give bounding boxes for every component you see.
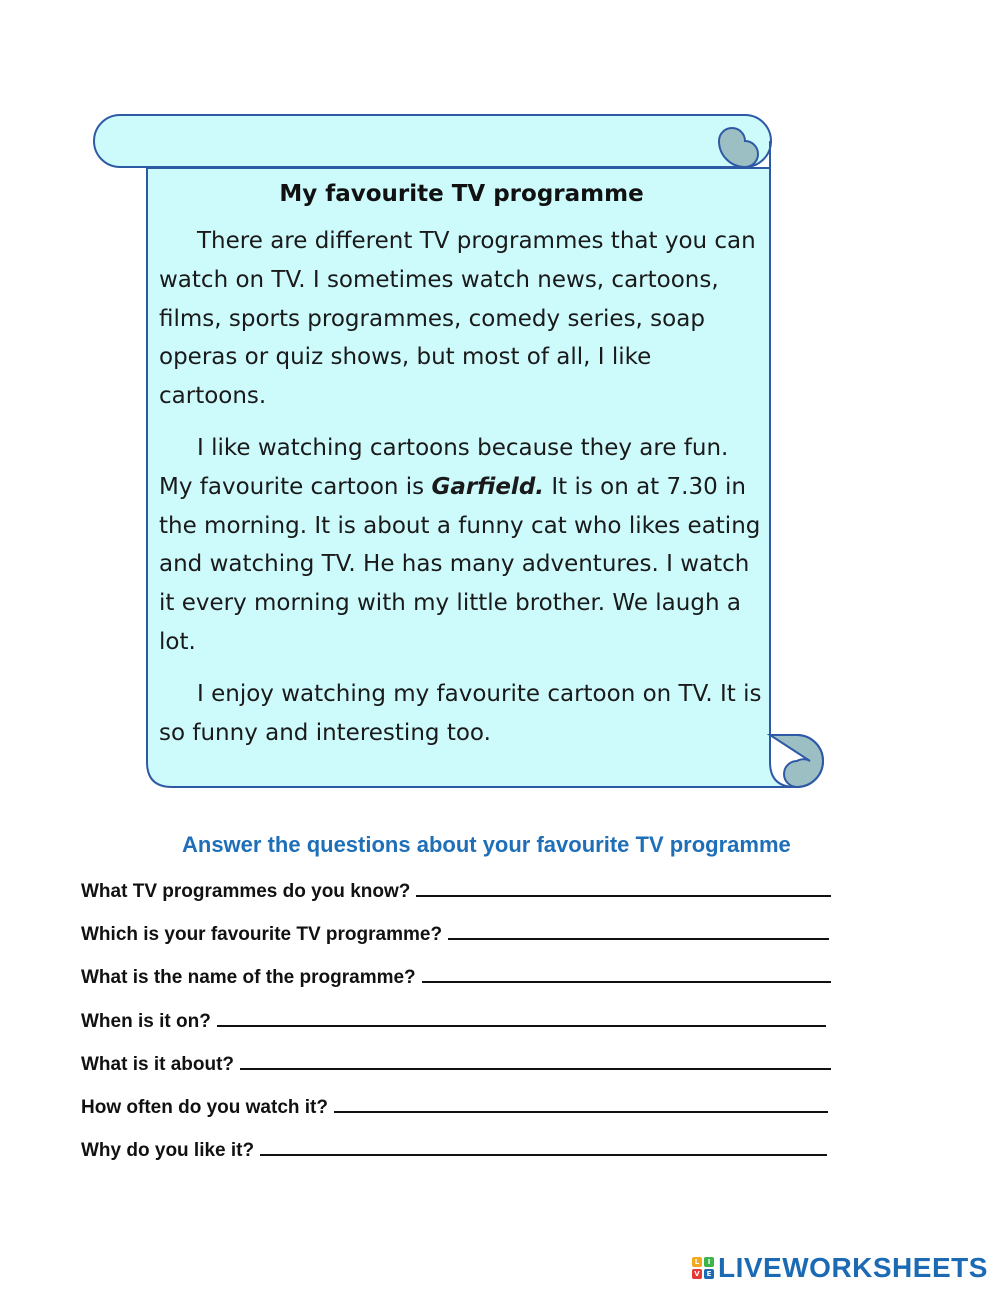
logo-mark-icon xyxy=(692,1257,714,1279)
logo-mark-square: V xyxy=(692,1269,702,1279)
answer-line[interactable] xyxy=(448,921,829,940)
question-text: How often do you watch it? xyxy=(81,1096,328,1118)
logo-text: LIVEWORKSHEETS xyxy=(718,1252,988,1283)
paragraph-2-start: I like watching cartoons because they are fun. My favourite cartoon is xyxy=(159,434,729,500)
question-text: Which is your favourite TV programme? xyxy=(81,924,443,946)
question-row xyxy=(81,1094,841,1137)
liveworksheets-logo xyxy=(692,1252,988,1284)
question-row xyxy=(81,1008,841,1051)
answer-line[interactable] xyxy=(416,878,831,897)
logo-mark-square: E xyxy=(704,1269,714,1279)
answer-line[interactable] xyxy=(260,1137,827,1156)
question-text: What is the name of the programme? xyxy=(81,967,416,989)
question-text: Why do you like it? xyxy=(81,1140,255,1162)
reading-paragraph-3: I enjoy watching my favourite cartoon on TV. It is so funny and interesting too. xyxy=(159,680,762,746)
answer-line[interactable] xyxy=(334,1094,828,1113)
question-text: What TV programmes do you know? xyxy=(81,881,411,902)
answer-line[interactable] xyxy=(422,964,831,983)
question-text: When is it on? xyxy=(81,1010,211,1032)
question-row xyxy=(81,1051,841,1094)
question-row xyxy=(81,964,841,1007)
reading-passage xyxy=(159,178,764,765)
question-row xyxy=(81,921,841,964)
scroll-top-roll xyxy=(94,115,771,167)
answer-line[interactable] xyxy=(217,1008,826,1027)
paragraph-2-end: It is on at 7.30 in the morning. It is about a funny cat who likes eating and watching TV. He has many adventures. I watch it every morning with my little brother. We laugh a lot. xyxy=(159,473,761,655)
logo-mark-square: I xyxy=(704,1257,714,1267)
question-text: What is it about? xyxy=(81,1053,235,1075)
reading-title: My favourite TV programme xyxy=(279,181,644,207)
question-row xyxy=(81,878,841,921)
logo-mark-square: L xyxy=(692,1257,702,1267)
question-row xyxy=(81,1137,841,1180)
question-list xyxy=(81,878,841,1180)
reading-paragraph-2 xyxy=(159,429,764,662)
task-heading: Answer the questions about your favourite TV programme xyxy=(182,832,791,857)
cartoon-name: Garfield. xyxy=(431,473,545,500)
answer-line[interactable] xyxy=(240,1051,831,1070)
reading-paragraph-1: There are different TV programmes that you can watch on TV. I sometimes watch news, cartoons, films, sports programmes, comedy series, soap operas or quiz shows, but most of all, I like cartoons. xyxy=(159,228,756,410)
